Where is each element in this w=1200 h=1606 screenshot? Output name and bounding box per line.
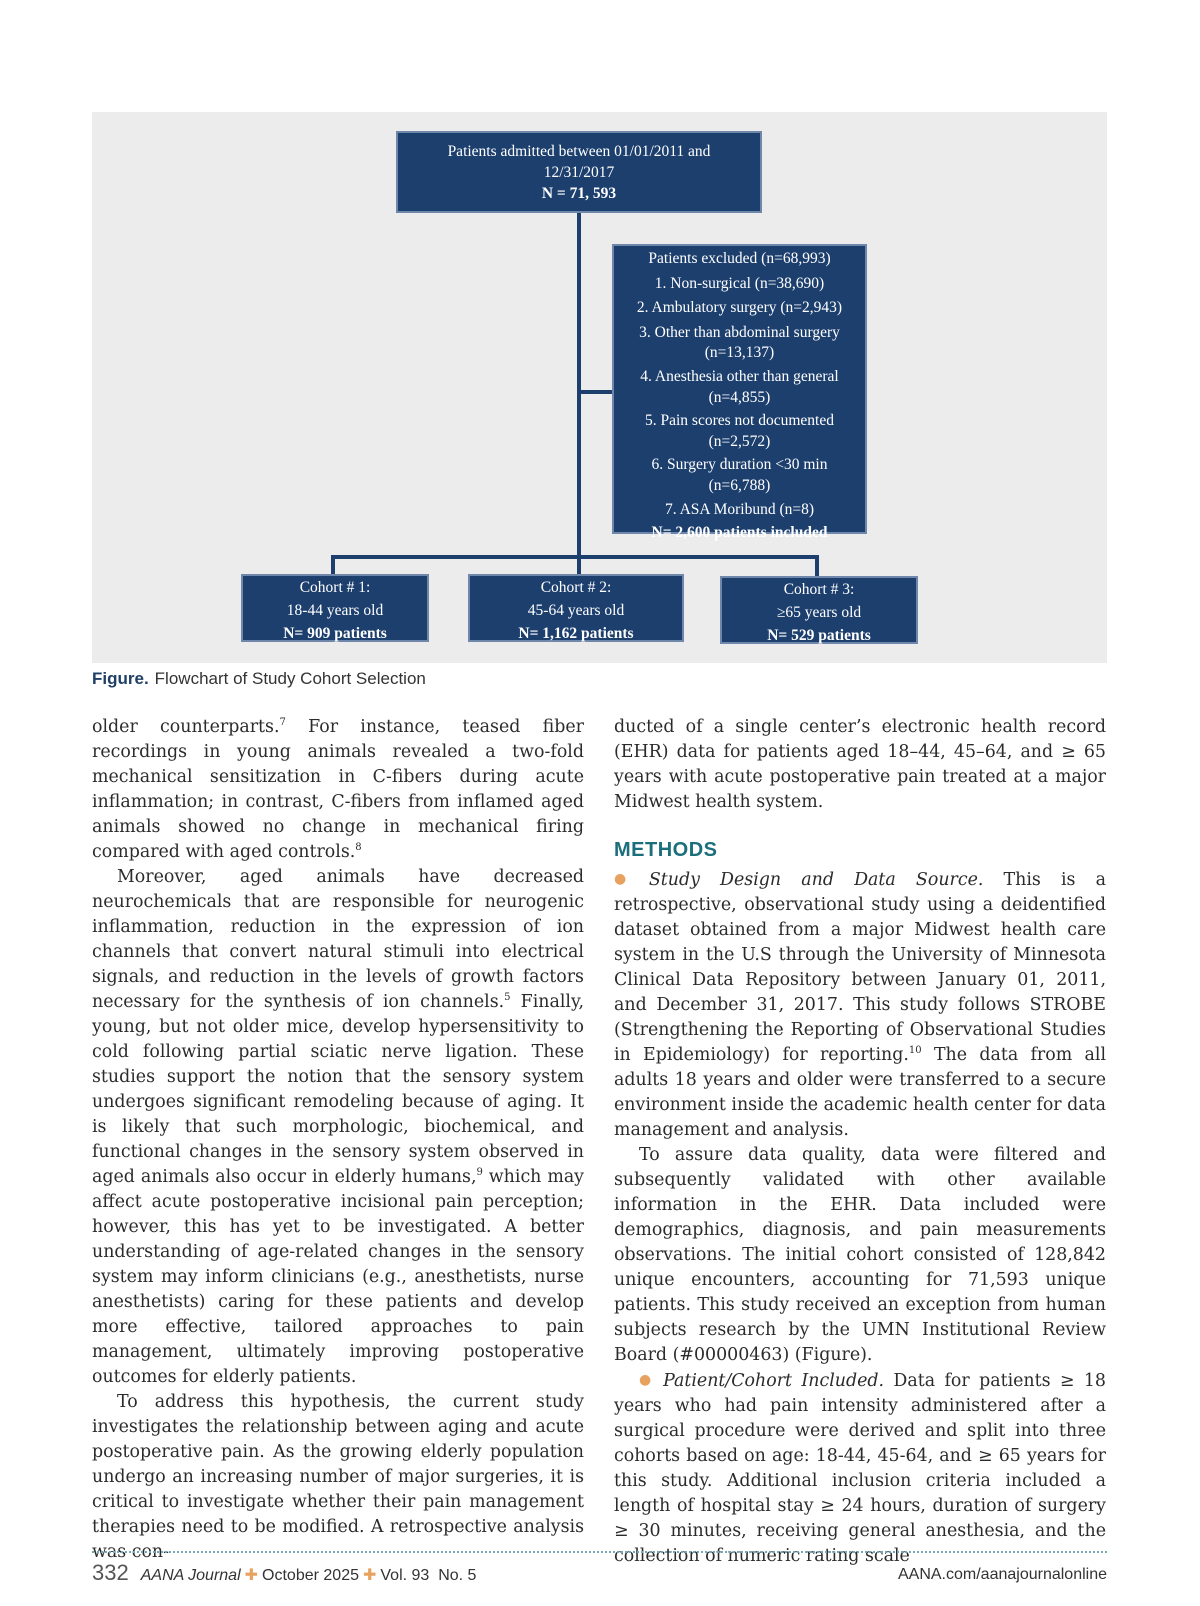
admitted-line-1: Patients admitted between 01/01/2011 and [447, 143, 711, 160]
connector-to-excluded [577, 390, 612, 394]
paragraph: ● Patient/Cohort Included. Data for patients ≥ 18 years who had pain intensity administered after a surgical procedure were derived and split into three cohorts based on age: 18-44, 45-64, and ≥ 65 years for this study. Additional inclusion criteria included a length of hospital stay ≥ 24 hours, duration of surgery ≥ 30 minutes, receiving general anesthesia, and the collection of numeric rating scale [614, 1371, 1106, 1566]
reference-superscript: 5 [504, 992, 511, 1004]
section-heading-methods: METHODS [614, 839, 718, 861]
bullet-icon: ● [614, 871, 641, 887]
right-column [614, 715, 1106, 1569]
reference-superscript: 8 [355, 842, 362, 854]
admitted-patients-box [396, 131, 762, 213]
left-column [92, 715, 584, 1565]
footer-right [898, 1566, 1107, 1584]
cohort-2-age: 45-64 years old [527, 602, 625, 619]
cohort-3-count: N= 529 patients [767, 627, 871, 644]
cohort-1-count: N= 909 patients [283, 625, 387, 642]
cohort-1-age: 18-44 years old [286, 602, 384, 619]
cross-icon: ✚ [362, 1567, 377, 1584]
excluded-patients-box [612, 244, 867, 542]
journal-url[interactable]: AANA.com/aanajournalonline [897, 1566, 1107, 1583]
cohort-3-title: Cohort # 3: [783, 581, 855, 598]
figure-caption [92, 669, 426, 689]
excluded-item: (n=13,137) [704, 344, 775, 362]
reference-superscript: 10 [908, 1045, 922, 1057]
excluded-item: (n=2,572) [708, 432, 771, 450]
excluded-item: (n=6,788) [708, 476, 771, 494]
cohort-2-title: Cohort # 2: [540, 579, 612, 596]
journal-name: AANA Journal [140, 1567, 241, 1584]
paragraph: older counterparts.$^7$ For instance, teased fiber recordings in young animals revealed a two-fold mechanical sensitization in C-fibers during acute inflammation; in contrast, C-fibers from inflamed aged animals showed no change in mechanical firing compared with aged controls.$^8$ [92, 717, 584, 862]
subsection-title: Study Design and Data Source. [648, 870, 984, 890]
caption-text: Flowchart of Study Cohort Selection [154, 669, 426, 688]
paragraph: ducted of a single center’s electronic health record (EHR) data for patients aged 18–44, 45–64, and ≥ 65 years with acute postoperative pain treated at a major Midwest health system. [614, 717, 1106, 812]
cohort-1-title: Cohort # 1: [299, 579, 371, 596]
excluded-item: (n=4,855) [708, 388, 771, 406]
reference-superscript: 9 [476, 1167, 483, 1179]
paragraph: ● Study Design and Data Source. This is a retrospective, observational study using a deidentified dataset obtained from a major Midwest health care system in the U.S through the University of Minnesota Clinical Data Repository between January 01, 2011, and December 31, 2017. This study follows STROBE (Strengthening the Reporting of Observational Studies in Epidemiology) for reporting.$^{10}$ The data from all adults 18 years and older were transferred to a secure environment inside the academic health center for data management and analysis. [614, 870, 1106, 1140]
excluded-item: 7. ASA Moribund (n=8) [664, 500, 815, 518]
excluded-item: 3. Other than abdominal surgery [639, 323, 840, 341]
issue-date: October 2025 [262, 1567, 359, 1584]
cohort-1-box [241, 574, 429, 642]
footer-left [92, 1560, 476, 1586]
excluded-item: 4. Anesthesia other than general [640, 367, 839, 385]
footer-divider [92, 1551, 1107, 1553]
excluded-item: 5. Pain scores not documented [645, 412, 834, 430]
cohort-3-age: ≥65 years old [776, 604, 862, 621]
cohort-2-box [468, 574, 684, 642]
excluded-title: Patients excluded (n=68,993) [648, 250, 831, 267]
cross-icon: ✚ [244, 1567, 259, 1584]
caption-label: Figure. [92, 669, 149, 688]
included-count: N= 2,600 patients included [651, 524, 828, 542]
volume-issue: Vol. 93 No. 5 [380, 1567, 477, 1584]
subsection-title: Patient/Cohort Included. [663, 1371, 885, 1391]
page-number: 332 [92, 1560, 129, 1585]
connector-horizontal-cohorts [331, 555, 819, 559]
excluded-item: 6. Surgery duration <30 min [651, 456, 828, 474]
reference-superscript: 7 [279, 717, 286, 729]
paragraph: Moreover, aged animals have decreased neurochemicals that are responsible for neurogenic inflammation, reduction in the expression of ion channels that convert natural stimuli into electrical signals, and reduction in the levels of growth factors necessary for the synthesis of ion channels.$^5$ Finally, young, but not older mice, develop hypersensitivity to cold following partial sciatic nerve ligation. These studies support the notion that the sensory system undergoes significant remodeling because of aging. It is likely that such morphologic, biochemical, and functional changes in the sensory system observed in aged animals also occur in elderly humans,$^9$ which may affect acute postoperative incisional pain perception; however, this has yet to be investigated. A better understanding of age-related changes in the sensory system may inform clinicians (e.g., anesthetists, nurse anesthetists) caring for these patients and develop more effective, tailored approaches to pain management, ultimately improving postoperative outcomes for elderly patients. [92, 867, 585, 1387]
paragraph: To assure data quality, data were filtered and subsequently validated with other available information in the EHR. Data included were demographics, diagnosis, and pain measurements observations. The initial cohort consisted of 128,842 unique encounters, accounting for 71,593 unique patients. This study received an exception from human subjects research by the UMN Institutional Review Board (#00000463) (Figure). [614, 1145, 1106, 1365]
bullet-icon: ● [639, 1372, 656, 1388]
admitted-line-2: 12/31/2017 [543, 164, 615, 181]
paragraph: To address this hypothesis, the current study investigates the relationship between aging and acute postoperative pain. As the growing elderly population undergo an increasing number of major surgeries, it is critical to investigate whether their pain management therapies need to be modified. A retrospective analysis was con- [92, 1392, 584, 1562]
excluded-item: 1. Non-surgical (n=38,690) [654, 274, 825, 292]
cohort-2-count: N= 1,162 patients [518, 625, 634, 642]
admitted-count: N = 71, 593 [541, 185, 617, 202]
excluded-item: 2. Ambulatory surgery (n=2,943) [636, 299, 843, 317]
cohort-3-box [720, 576, 918, 644]
